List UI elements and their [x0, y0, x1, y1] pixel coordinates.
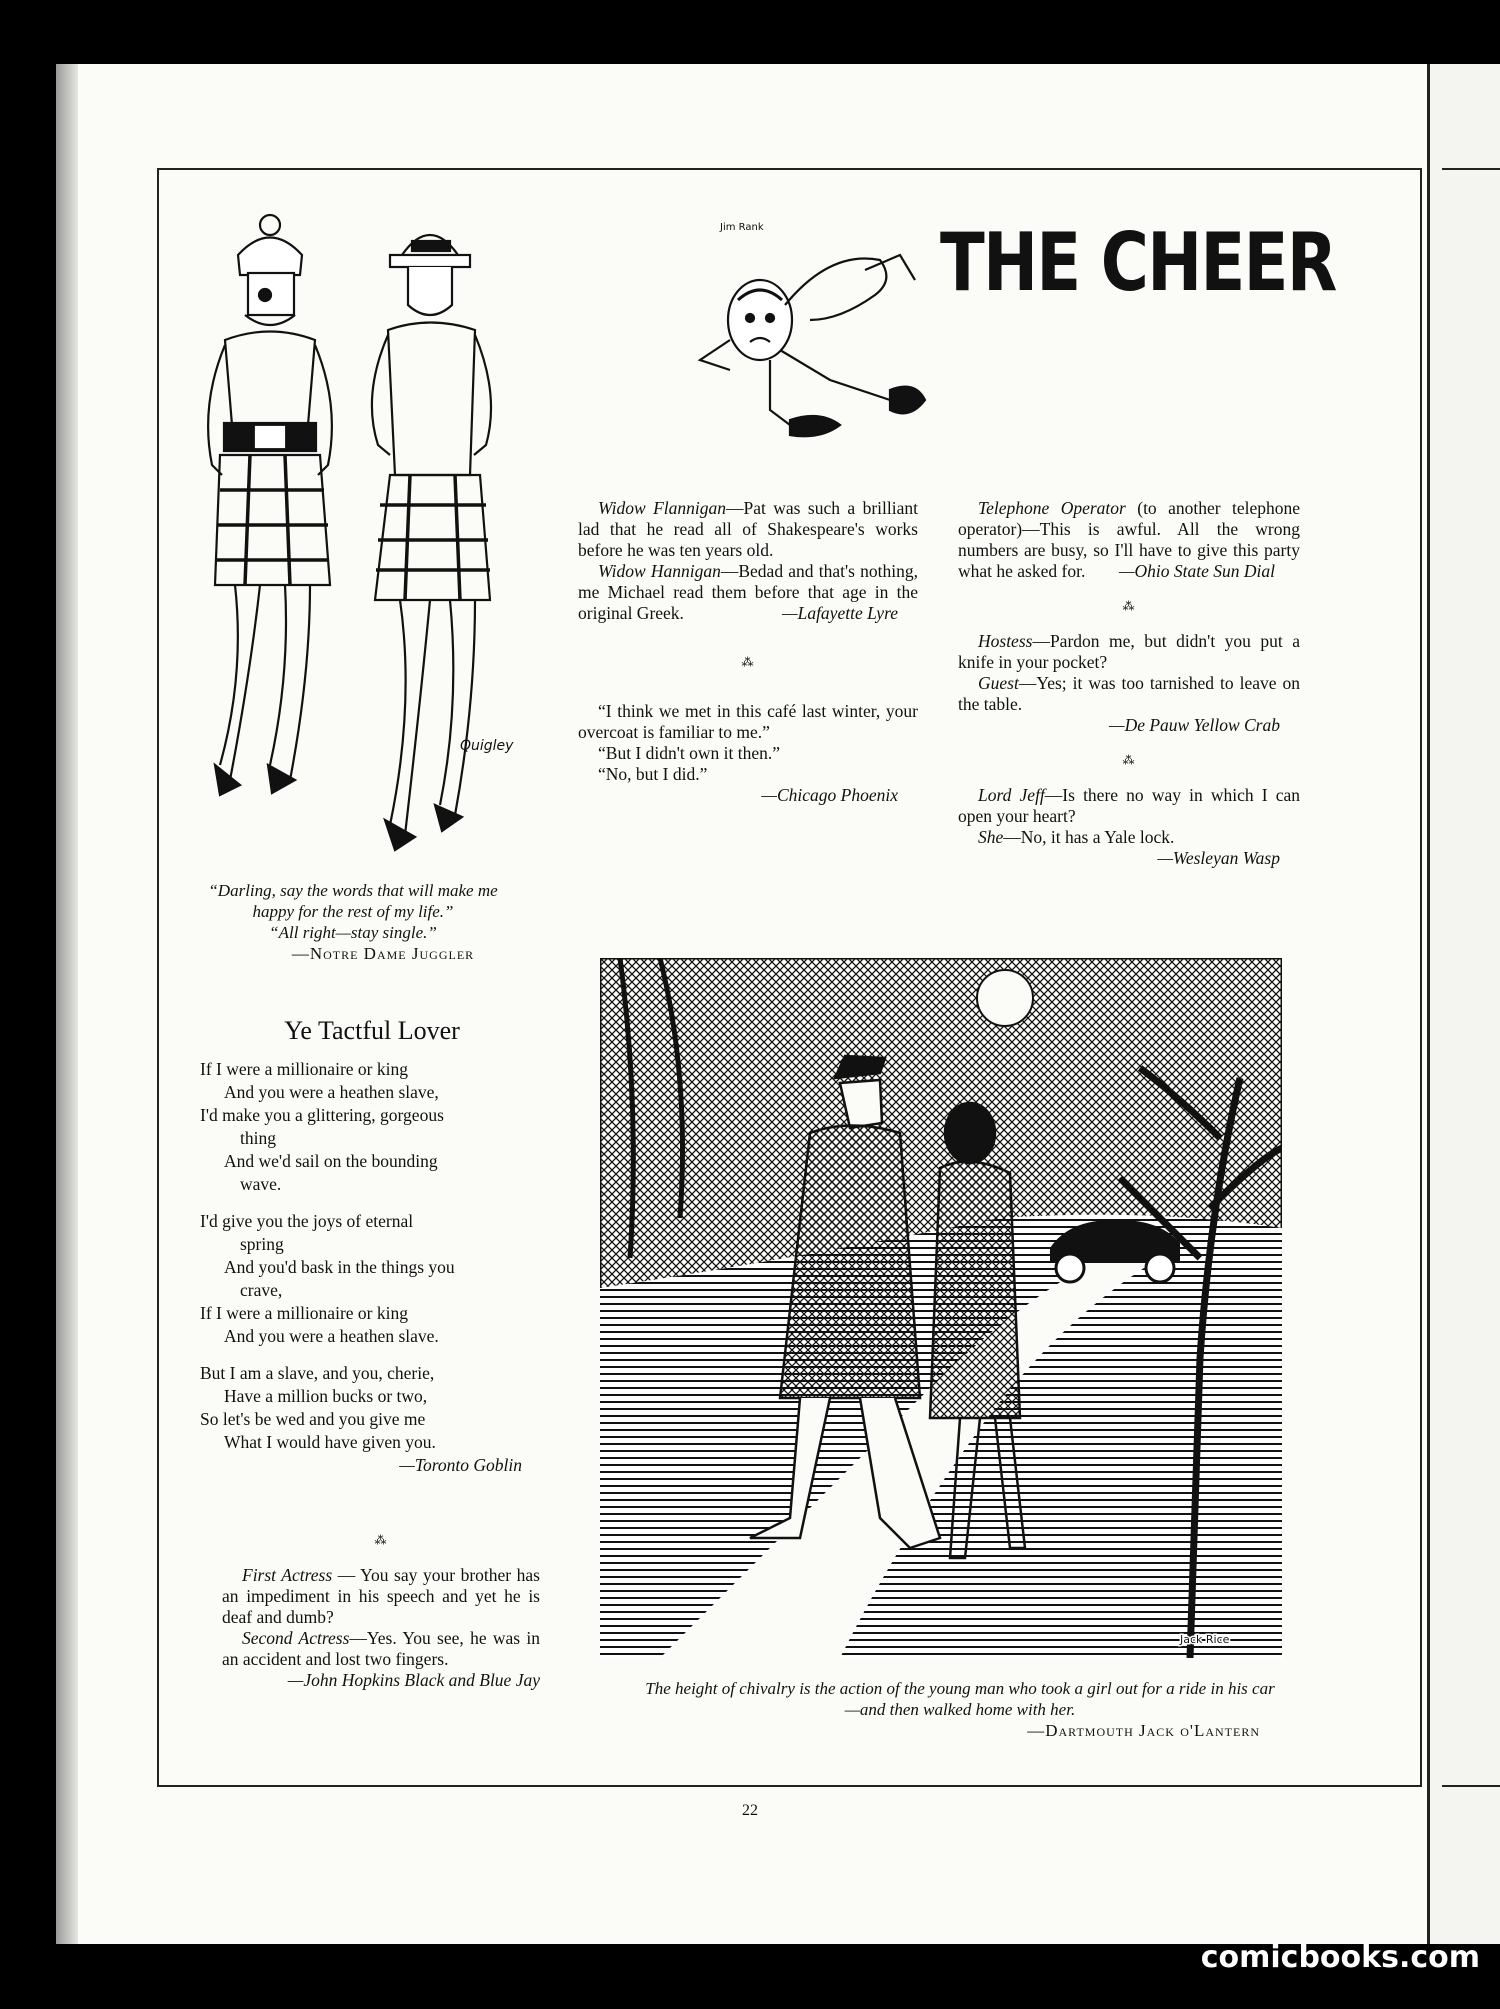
- watermark: comicbooks.com: [1200, 1940, 1480, 1975]
- poem-body: [200, 1058, 540, 1477]
- caption-source: —Dartmouth Jack o'Lantern: [1027, 1721, 1260, 1740]
- poem-line: But I am a slave, and you, cherie,: [200, 1363, 435, 1383]
- speaker: Lord Jeff: [978, 785, 1045, 805]
- speaker: First Actress: [242, 1565, 333, 1585]
- joke-text: (to another telephone operator)—This is awful. All the wrong numbers are busy, so I'll have to give this party what he asked for.: [958, 498, 1300, 581]
- actress-joke: [222, 1530, 540, 1691]
- illustration-caption: [640, 1678, 1280, 1741]
- joke-text: —Is there no way in which I can open your heart?: [958, 785, 1300, 826]
- poem-line: So let's be wed and you give me: [200, 1409, 426, 1429]
- speaker: Hostess: [978, 631, 1033, 651]
- page-edge-shadow: [56, 64, 78, 1944]
- signature-header: Jim Rank: [720, 222, 764, 233]
- poem-source: —Toronto Goblin: [399, 1455, 522, 1475]
- poem-line: I'd make you a glittering, gorgeous: [200, 1105, 444, 1125]
- caption-source: —Notre Dame Juggler: [291, 944, 475, 963]
- poem-line: And you were a heathen slave.: [224, 1326, 439, 1346]
- joke-text: —Pardon me, but didn't you put a knife in your pocket?: [958, 631, 1300, 672]
- joke-text: “I think we met in this café last winter, your overcoat is familiar to me.”: [578, 701, 918, 742]
- section-separator: ⁂: [1122, 599, 1136, 613]
- night-walk-illustration: [600, 958, 1282, 1658]
- joke-source: —De Pauw Yellow Crab: [1109, 715, 1280, 735]
- poem-line: And we'd sail on the bounding: [224, 1151, 438, 1171]
- speaker: Second Actress: [242, 1628, 350, 1648]
- poem-line: wave.: [240, 1174, 282, 1194]
- poem-line: And you were a heathen slave,: [224, 1082, 439, 1102]
- page-number: 22: [742, 1802, 758, 1819]
- section-separator: ⁂: [741, 655, 755, 669]
- speaker: Telephone Operator: [978, 498, 1126, 518]
- signature-left: Quigley: [460, 738, 514, 754]
- speaker: Widow Flannigan: [598, 498, 726, 518]
- caption-line-1: “Darling, say the words that will make me happy for the rest of my life.”: [208, 881, 498, 921]
- joke-text: —No, it has a Yale lock.: [1003, 827, 1175, 847]
- poem-title: Ye Tactful Lover: [284, 1016, 460, 1045]
- joke-text: “But I didn't own it then.”: [598, 743, 781, 763]
- joke-text: —Bedad and that's nothing, me Michael read them before that age in the original Greek.: [578, 561, 918, 623]
- signature-bottom: Jack Rice: [1180, 1633, 1230, 1646]
- cheer-cartoon-illustration: [690, 210, 940, 460]
- poem-line: If I were a millionaire or king: [200, 1059, 408, 1079]
- facing-page-frame: [1442, 168, 1500, 1787]
- caption-text: The height of chivalry is the action of the young man who took a girl out for a ride in his car—and then walked home with her.: [645, 1679, 1275, 1719]
- joke-source: —Wesleyan Wasp: [1157, 848, 1280, 868]
- speaker: Widow Hannigan: [598, 561, 721, 581]
- section-separator: ⁂: [374, 1533, 388, 1547]
- flappers-caption: [198, 880, 508, 964]
- section-separator: ⁂: [1122, 753, 1136, 767]
- poem-line: What I would have given you.: [224, 1432, 436, 1452]
- joke-text: — You say your brother has an impediment in his speech and yet he is deaf and dumb?: [222, 1565, 540, 1627]
- poem-line: crave,: [240, 1280, 283, 1300]
- joke-text: “No, but I did.”: [598, 764, 708, 784]
- flappers-illustration: [190, 205, 530, 865]
- right-column: [958, 498, 1300, 869]
- poem-line: And you'd bask in the things you: [224, 1257, 455, 1277]
- joke-text: —Yes. You see, he was in an accident and lost two fingers.: [222, 1628, 541, 1669]
- poem-line: spring: [240, 1234, 284, 1254]
- speaker: She: [978, 827, 1004, 847]
- page-title: THE CHEER: [940, 216, 1336, 309]
- middle-column: [578, 498, 918, 806]
- joke-text: —Yes; it was too tarnished to leave on the table.: [958, 673, 1300, 714]
- joke-source: —Ohio State Sun Dial: [1118, 561, 1275, 581]
- poem-line: If I were a millionaire or king: [200, 1303, 408, 1323]
- poem-line: I'd give you the joys of eternal: [200, 1211, 414, 1231]
- joke-source: —Lafayette Lyre: [782, 603, 898, 623]
- caption-line-2: “All right—stay single.”: [269, 923, 437, 942]
- speaker: Guest: [978, 673, 1019, 693]
- joke-text: —Pat was such a brilliant lad that he read all of Shakespeare's works before he was ten years old.: [578, 498, 918, 560]
- poem-line: Have a million bucks or two,: [224, 1386, 428, 1406]
- poem-line: thing: [240, 1128, 276, 1148]
- joke-source: —John Hopkins Black and Blue Jay: [287, 1670, 540, 1690]
- joke-source: —Chicago Phoenix: [761, 785, 898, 805]
